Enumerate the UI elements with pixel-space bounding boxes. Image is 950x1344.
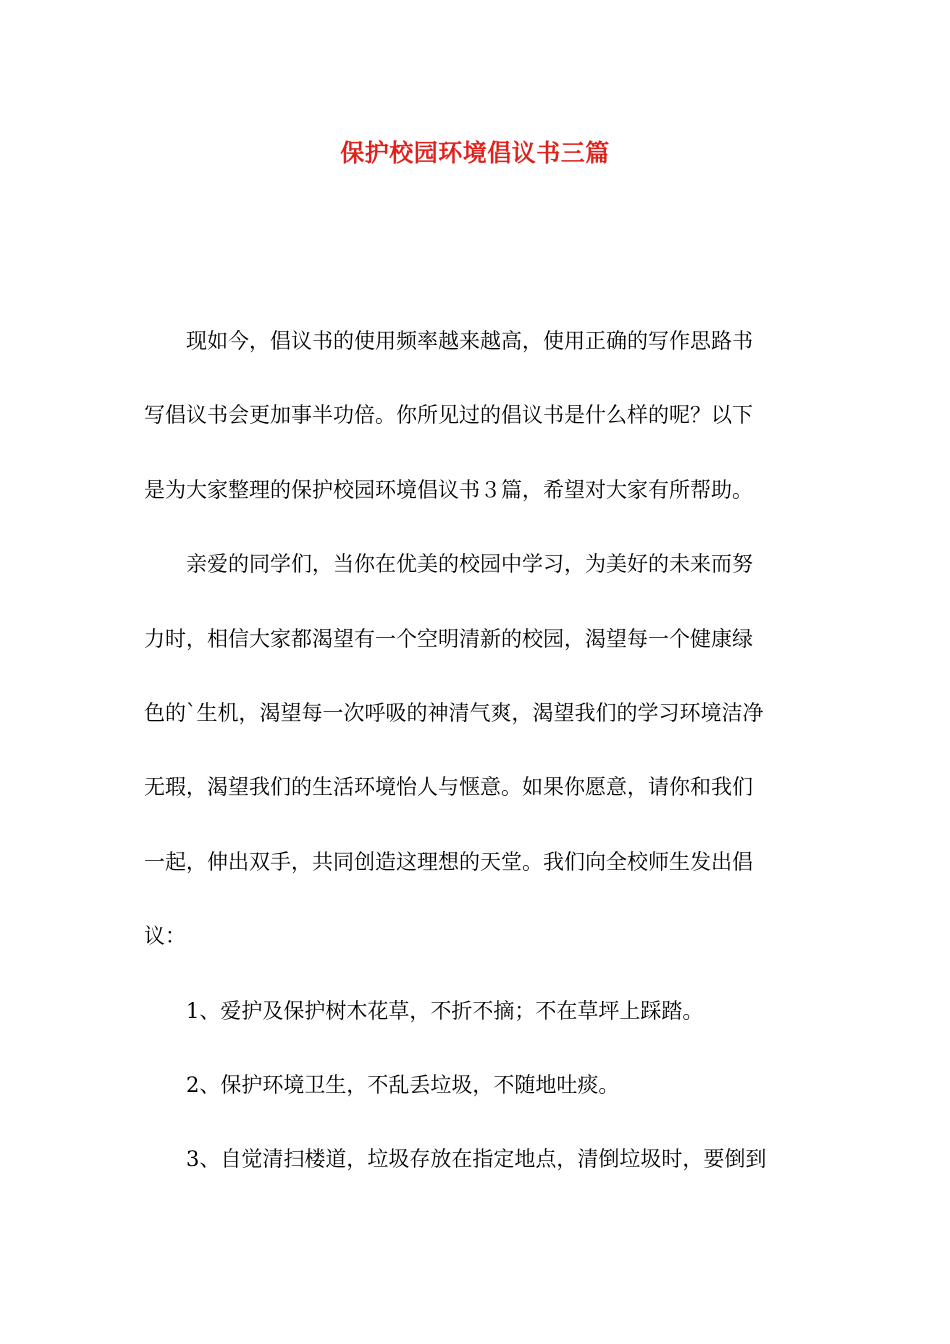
paragraph-2-line-1: 亲爱的同学们，当你在优美的校园中学习，为美好的未来而努 [186, 552, 753, 577]
paragraph-2-line-2: 力时，相信大家都渴望有一个空明清新的校园，渴望每一个健康绿 [144, 626, 753, 651]
paragraph-1-line-3: 是为大家整理的保护校园环境倡议书３篇，希望对大家有所帮助。 [144, 477, 753, 502]
list-item-1: 1、爱护及保护树木花草，不折不摘；不在草坪上踩踏。 [186, 998, 704, 1023]
document-title: 保护校园环境倡议书三篇 [340, 138, 610, 167]
paragraph-2-line-6: 议： [144, 924, 186, 949]
document-body [144, 304, 806, 1197]
paragraph-2-line-4: 无瑕，渴望我们的生活环境怡人与惬意。如果你愿意，请你和我们 [144, 775, 753, 800]
paragraph-2-line-5: 一起，伸出双手，共同创造这理想的天堂。我们向全校师生发出倡 [144, 849, 753, 874]
paragraph-2-line-3: 色的`生机，渴望每一次呼吸的神清气爽，渴望我们的学习环境洁净 [144, 700, 764, 725]
paragraph-1-line-1: 现如今，倡议书的使用频率越来越高，使用正确的写作思路书 [186, 329, 753, 353]
paragraph-1-line-2: 写倡议书会更加事半功倍。你所见过的倡议书是什么样的呢？以下 [144, 403, 753, 428]
list-item-2: 2、保护环境卫生，不乱丢垃圾，不随地吐痰。 [186, 1072, 620, 1097]
list-item-3-line-1: 3、自觉清扫楼道，垃圾存放在指定地点，清倒垃圾时，要倒到 [186, 1147, 767, 1172]
